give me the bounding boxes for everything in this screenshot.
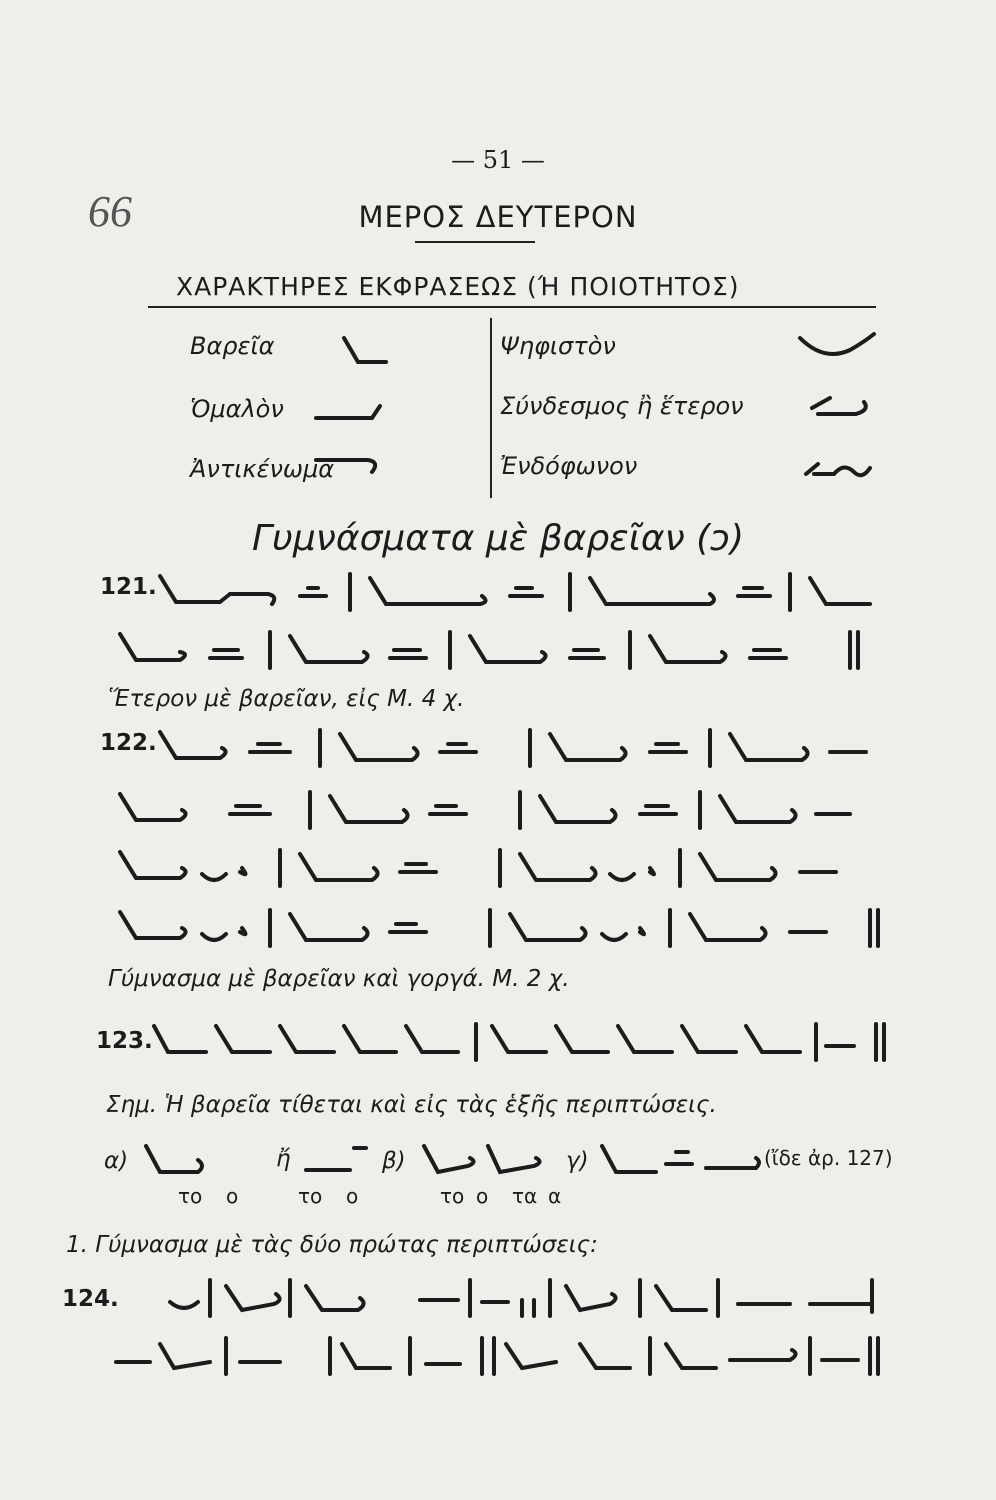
- exercise-121-neume-line-1: [150, 566, 880, 616]
- handwritten-margin-note: 66: [88, 187, 132, 236]
- case-a-syllable-o: ο: [226, 1184, 239, 1208]
- psifiston-sign-icon: [794, 328, 878, 362]
- endofonon-sign-icon: [800, 450, 878, 484]
- case-c-neume: [596, 1138, 766, 1182]
- see-reference: (ἴδε ἀρ. 127): [764, 1146, 893, 1170]
- exercise-124-neume-line-1: [110, 1272, 890, 1328]
- case-a-alt-syllable-o: ο: [346, 1184, 359, 1208]
- page-number: — 51 —: [451, 146, 545, 174]
- case-a-neume: [140, 1138, 270, 1182]
- case-b-syllable-ta: τα: [512, 1184, 538, 1208]
- heading-rule: [148, 306, 876, 308]
- case-c-label: γ): [566, 1148, 589, 1174]
- case-b-label: β): [382, 1148, 406, 1174]
- char-name-omalon: Ὁμαλὸν: [190, 395, 284, 423]
- char-name-psifiston: Ψηφιστὸν: [500, 332, 616, 360]
- case-a-or: ἤ: [276, 1146, 291, 1172]
- exercise-124-neume-line-2: [110, 1330, 890, 1386]
- exercise-121-caption: Ἕτερον μὲ βαρεῖαν, εἰς Μ. 4 χ.: [108, 686, 465, 712]
- exercise-121-number: 121.: [100, 574, 157, 600]
- case-a-alt-neume: [300, 1140, 380, 1180]
- exercise-123-number: 123.: [96, 1028, 153, 1054]
- characters-heading: ΧΑΡΑΚΤΗΡΕΣ ΕΚΦΡΑΣΕΩΣ (Ή ΠΟΙΟΤΗΤΟΣ): [176, 272, 740, 301]
- exercise-122-caption: Γύμνασμα μὲ βαρεῖαν καὶ γοργά. Μ. 2 χ.: [108, 966, 570, 992]
- exercise-122-neume-line-1: [150, 722, 890, 774]
- exercise-123-neume-line: [146, 1016, 890, 1072]
- case-b-neume: [418, 1138, 558, 1182]
- char-name-bareia: Βαρεῖα: [190, 332, 275, 360]
- exercise-122-neume-line-2: [110, 784, 890, 836]
- section-title: Γυμνάσματα μὲ βαρεῖαν (ↄ): [251, 518, 745, 559]
- exercise-121-neume-line-2: [110, 624, 890, 674]
- exercise-122-neume-line-4: [110, 902, 890, 954]
- char-name-endofonon: Ἐνδόφωνον: [500, 452, 638, 480]
- exercise-123-caption: Σημ. Ἡ βαρεῖα τίθεται καὶ εἰς τὰς ἑξῆς περιπτώσεις.: [106, 1092, 717, 1118]
- bareia-sign-icon: [336, 330, 396, 370]
- syndesmos-sign-icon: [806, 388, 876, 422]
- case-a-syllable-to: το: [178, 1184, 203, 1208]
- case-b-syllable-to: το: [440, 1184, 465, 1208]
- title-underline: [415, 241, 535, 243]
- case-b-syllable-o: ο: [476, 1184, 489, 1208]
- case-b-syllable-a: α: [548, 1184, 562, 1208]
- case-a-label: α): [104, 1148, 129, 1174]
- exercise-122-neume-line-3: [110, 842, 890, 894]
- omalon-sign-icon: [310, 396, 390, 426]
- char-name-syndesmos: Σύνδεσμος ἢ ἕτερον: [500, 392, 744, 420]
- part-title: ΜΕΡΟΣ ΔΕΥΤΕΡΟΝ: [358, 200, 638, 234]
- note-1: 1. Γύμνασμα μὲ τὰς δύο πρώτας περιπτώσεις:: [66, 1232, 598, 1258]
- exercise-122-number: 122.: [100, 730, 157, 756]
- exercise-124-number: 124.: [62, 1286, 119, 1312]
- table-divider: [490, 318, 492, 498]
- case-a-alt-syllable-to: το: [298, 1184, 323, 1208]
- antikenoma-sign-icon: [310, 450, 390, 480]
- char-name-antikenoma: Ἀντικένωμα: [190, 455, 335, 483]
